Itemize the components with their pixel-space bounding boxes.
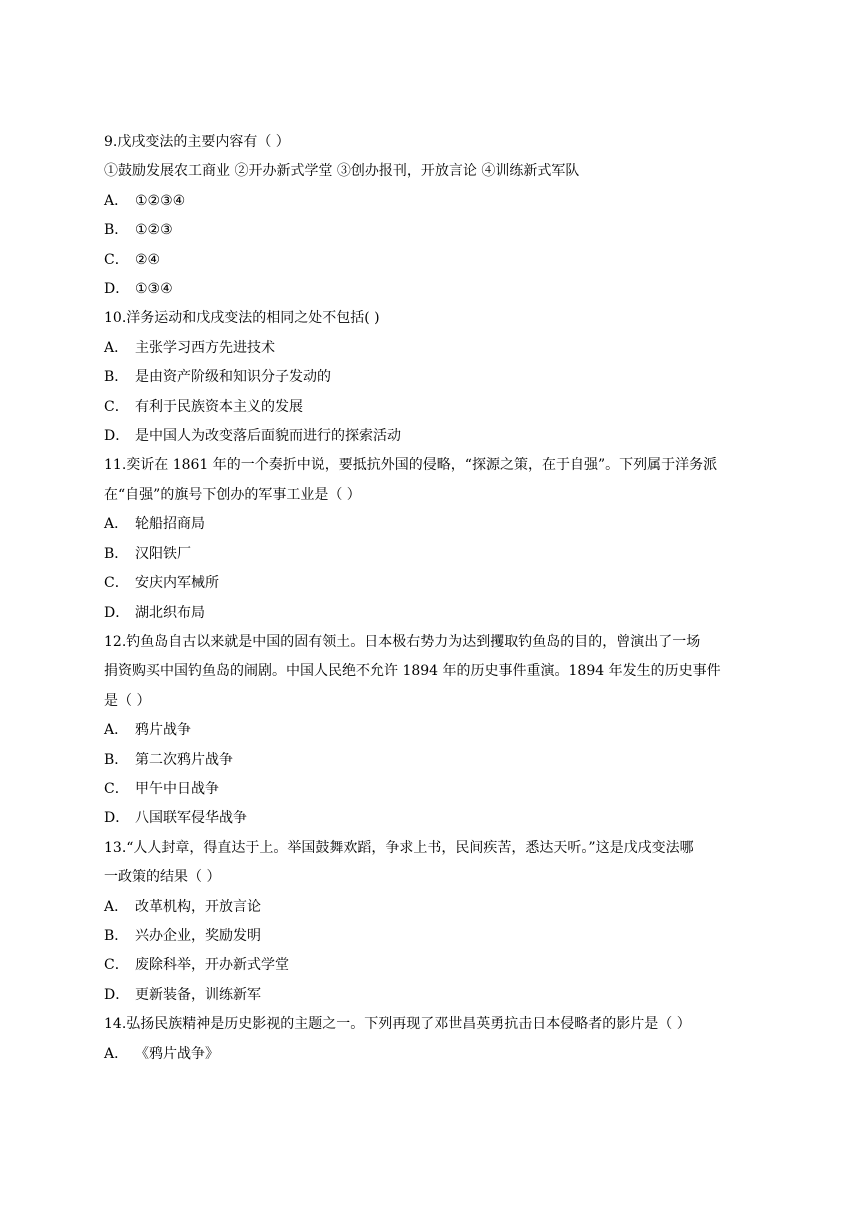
option-c — [104, 393, 764, 422]
option-letter: C． — [104, 251, 129, 268]
option-letter: C． — [104, 780, 129, 797]
option-c — [104, 569, 764, 598]
option-text: 主张学习西方先进技术 — [135, 339, 275, 356]
option-text: 是由资产阶级和知识分子发动的 — [135, 369, 331, 386]
option-letter: A． — [104, 516, 129, 533]
option-text: ②④ — [135, 251, 161, 268]
option-d — [104, 422, 764, 451]
option-letter: B． — [104, 369, 129, 386]
option-b — [104, 746, 764, 775]
option-text: 汉阳铁厂 — [135, 545, 191, 562]
option-letter: B． — [104, 545, 129, 562]
option-b — [104, 922, 764, 951]
option-b — [104, 216, 764, 245]
option-d — [104, 804, 764, 833]
option-letter: D． — [104, 604, 130, 621]
question-stem: 13.“人人封章，得直达于上。举国鼓舞欢蹈，争求上书，民间疾苦，悉达天听。”这是戊戌变法哪 — [104, 839, 694, 856]
question-12 — [104, 628, 764, 834]
option-text: ①③④ — [135, 281, 173, 298]
option-letter: A． — [104, 898, 129, 915]
option-text: 更新装备，训练新军 — [135, 986, 261, 1003]
option-text: 兴办企业，奖励发明 — [135, 927, 261, 944]
option-text: 废除科举，开办新式学堂 — [135, 957, 289, 974]
question-stem: 14.弘扬民族精神是历史影视的主题之一。下列再现了邓世昌英勇抗击日本侵略者的影片是（ ） — [104, 1016, 691, 1033]
question-stem: ①鼓励发展农工商业 ②开办新式学堂 ③创办报刊，开放言论 ④训练新式军队 — [104, 163, 580, 180]
question-10 — [104, 304, 764, 451]
option-letter: A． — [104, 339, 129, 356]
option-text: 甲午中日战争 — [135, 780, 219, 797]
option-text: 鸦片战争 — [135, 722, 191, 739]
option-b — [104, 540, 764, 569]
option-letter: C． — [104, 575, 129, 592]
option-a — [104, 187, 764, 216]
option-letter: B． — [104, 222, 129, 239]
question-stem: 一政策的结果（ ） — [104, 869, 221, 886]
question-14 — [104, 1010, 764, 1069]
option-letter: B． — [104, 751, 129, 768]
option-text: 轮船招商局 — [135, 516, 205, 533]
option-text: 第二次鸦片战争 — [135, 751, 233, 768]
option-a — [104, 334, 764, 363]
option-letter: C． — [104, 957, 129, 974]
option-c — [104, 246, 764, 275]
question-13 — [104, 834, 764, 1010]
option-letter: A． — [104, 722, 129, 739]
question-stem: 9.戊戌变法的主要内容有（ ） — [104, 134, 290, 150]
option-c — [104, 775, 764, 804]
question-stem: 是（ ） — [104, 692, 151, 709]
question-stem: 11.奕䜣在 1861 年的一个奏折中说，要抵抗外国的侵略，“探源之策，在于自强”。下列属于洋务派 — [104, 457, 718, 474]
option-text: ①②③④ — [135, 192, 186, 209]
option-letter: C． — [104, 398, 129, 415]
option-d — [104, 981, 764, 1010]
question-stem: 12.钓鱼岛自古以来就是中国的固有领土。日本极右势力为达到攫取钓鱼岛的目的，曾演出了一场 — [104, 633, 701, 650]
option-a — [104, 716, 764, 745]
option-text: 湖北织布局 — [135, 604, 205, 621]
exam-document — [104, 128, 764, 1069]
option-text: 改革机构，开放言论 — [135, 898, 261, 915]
option-b — [104, 363, 764, 392]
option-letter: D． — [104, 986, 130, 1003]
question-stem: 捐资购买中国钓鱼岛的闹剧。中国人民绝不允许 1894 年的历史事件重演。1894 年发生的历史事件 — [104, 663, 721, 680]
question-9 — [104, 128, 764, 304]
option-a — [104, 510, 764, 539]
option-d — [104, 275, 764, 304]
question-stem: 在“自强”的旗号下创办的军事工业是（ ） — [104, 486, 361, 503]
option-letter: D． — [104, 428, 130, 445]
option-letter: B． — [104, 927, 129, 944]
option-letter: D． — [104, 810, 130, 827]
option-d — [104, 599, 764, 628]
question-stem: 10.洋务运动和戊戌变法的相同之处不包括( ) — [104, 310, 380, 327]
option-a — [104, 1040, 764, 1069]
option-a — [104, 893, 764, 922]
question-11 — [104, 451, 764, 627]
option-text: 是中国人为改变落后面貌而进行的探索活动 — [135, 428, 401, 445]
option-letter: A． — [104, 192, 129, 209]
option-text: 《鸦片战争》 — [135, 1045, 219, 1062]
option-text: 安庆内军械所 — [135, 575, 219, 592]
option-text: 有利于民族资本主义的发展 — [135, 398, 303, 415]
option-letter: A． — [104, 1045, 129, 1062]
option-text: ①②③ — [135, 222, 173, 239]
option-letter: D． — [104, 281, 130, 298]
option-c — [104, 951, 764, 980]
option-text: 八国联军侵华战争 — [135, 810, 247, 827]
